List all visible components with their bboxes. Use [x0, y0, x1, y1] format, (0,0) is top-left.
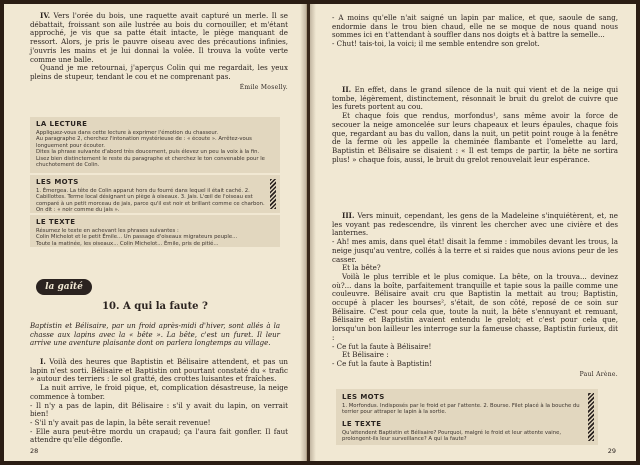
section-4-paragraph-1: Vers l'orée du bois, une raquette avait capturé un merle. Il se débattait, froissant son aile lustrée au bois du cornouiller, et m'étant approché, je vis que sa patte était intacte, le piège manquant de ressort. Alors, je pris le pauvre oiseau avec des précautions infinies, j'ouvris les mains et je lui donnai la volée. Il trouva la voûte verte comme une balle. — [30, 11, 288, 64]
section-4-text — [30, 12, 288, 92]
section-3-paragraph-1: Vers minuit, cependant, les gens de la Madeleine s'inquiétèrent, et, ne les voyant pas redescendre, ils vinrent les chercher avec une civière et des lanternes. — [332, 211, 619, 238]
section-badge-label: la gaîté — [45, 282, 83, 292]
section-badge — [36, 279, 92, 295]
section-1-paragraph-4: - S'il n'y avait pas de lapin, la bête serait revenue! — [30, 417, 211, 427]
left-page — [4, 4, 307, 461]
right-page — [310, 4, 636, 461]
section-1-paragraph-3: - Il n'y a pas de lapin, dit Bélisaire : s'il y avait du lapin, on verrait bien! — [30, 400, 288, 419]
texte-line-3: Toute la matinée, les oiseaux... Colin Michelot... Émile, pris de pitié... — [36, 240, 219, 247]
section-3-number: III. — [342, 211, 355, 220]
mots-line-1: 1. Émergea. La tête de Colin apparut hors du fourré dans lequel il était caché. 2. Cabillottes. Terme local désignant un piège à oiseaux. 3. Jais. L'œil de l'oiseau est comparé à un petit morceau de jais, parce qu'il est noir et brillant comme ce charbon. On dit : « noir comme du jais ». — [36, 188, 265, 214]
section-3-paragraph-4: Voilà le plus terrible et le plus comique. La bête, on la trouva... devinez où?... dans la boîte, parfaitement tranquille et tapie sous la paille comme une couleuvre. Bélisaire avait cru que Baptistin la mettait au trou; Baptistin, occupé à placer les bourses², s'était, de son côté, reposé de ce soin sur Bélisaire. C'est pour cela que, toute la nuit, la bête s'ennuyant et remuant, Bélisaire et Baptistin avaient entendu le grelot; et c'est pour cela que, lorsqu'un bon lailleur les interroge sur la fameuse chasse, Baptistin furieux, dit : — [332, 271, 618, 342]
section-4-paragraph-2: Quand je me retournai, j'aperçus Colin qui me regardait, les yeux pleins de stupeur, tendant le cou et ne comprenant pas. — [30, 63, 288, 81]
right-top-paragraph-2: - Chut! tais-toi, la voici; il me semble entendre son grelot. — [332, 39, 540, 49]
section-2-text — [332, 86, 618, 164]
section-2-paragraph-1: En effet, dans le grand silence de la nuit qui vient et de la neige qui tombe, légèrement, distinctement, résonnait le bruit du grelot de cuivre que les furets portent au cou. — [332, 85, 618, 112]
section-1-paragraph-5: - Elle aura peut-être mordu un crapaud; ça l'aura fait gonfler. Il faut attendre qu'elle dégonfle. — [30, 426, 288, 445]
section-1-text — [30, 358, 288, 445]
chapter-intro: Baptistin et Bélisaire, par un froid après-midi d'hiver, sont allés à la chasse aux lapins avec la « bête ». La bête, c'est un furet. Il leur arrive une aventure plaisante dont on parlera longtemps au village. — [30, 322, 280, 347]
section-2-number: II. — [342, 85, 352, 94]
texte-box-title: LE TEXTE — [36, 218, 76, 226]
section-3-paragraph-7: - Ce fut la faute à Baptistin! — [332, 358, 433, 368]
section-1-number: I. — [40, 357, 46, 366]
section-1-paragraph-1: Voilà des heures que Baptistin et Bélisaire attendent, et pas un lapin n'est sorti. Bélisaire et Baptistin ont pourtant constaté du « trafic » autour des terriers : le sol gratté, des crottes luisantes et fraîches. — [30, 357, 288, 384]
mots-box — [30, 175, 280, 213]
lecture-line-3: Dites la phrase suivante d'abord très doucement, puis élevez un peu la voix à la fin. Lisez bien distinctement le reste du paragraphe et cherchez le ton convenable pour le chuchotement de Colin. — [36, 149, 265, 169]
right-texte-line-1: Qu'attendent Baptistin et Bélisaire? Pourquoi, malgré le froid et leur attente vaine, prolongent-ils leur surveillance? A qui la faute? — [342, 429, 562, 443]
page-number-left: 28 — [30, 447, 39, 455]
right-bottom-box — [336, 389, 598, 445]
decorative-stripes — [270, 179, 276, 209]
author-signature: Émile Moselly. — [239, 83, 288, 91]
chapter-title: 10. A qui la faute ? — [102, 301, 208, 312]
texte-line-2: Colin Michelot et le petit Émile... Un passage d'oiseaux migrateurs peuple... — [36, 234, 238, 241]
section-3-text — [332, 212, 618, 379]
right-mots-line-1: 1. Morfondus. Indisposés par le froid et par l'attente. 2. Bourse. Filet placé à la bouche du terrier pour attraper le lapin à la sortie. — [342, 403, 580, 416]
right-mots-section — [342, 393, 582, 443]
author-signature-right: Paul Arène. — [579, 370, 618, 378]
texte-box — [30, 215, 280, 247]
mots-box-body — [36, 188, 266, 214]
section-3-paragraph-6: Et Bélisaire : — [342, 350, 389, 360]
texte-box-body — [36, 228, 266, 247]
lecture-box-title: LA LECTURE — [36, 120, 88, 128]
section-1-paragraph-2: La nuit arrive, le froid pique, et, complication désastreuse, la neige commence à tomber. — [30, 383, 288, 401]
right-mots-title: LES MOTS — [342, 393, 385, 401]
lecture-box-body — [36, 130, 266, 168]
lecture-line-2: Au paragraphe 2, cherchez l'intonation mystérieuse de : « écoute ». Arrêtez-vous longuement pour écouter. — [36, 136, 252, 149]
mots-box-title: LES MOTS — [36, 178, 79, 186]
texte-line-1: Résumez le texte en achevant les phrases suivantes : — [36, 228, 179, 234]
section-4-number: IV. — [40, 11, 51, 20]
right-top-paragraph-1: - A moins qu'elle n'ait saigné un lapin par malice, et que, saoule de sang, endormie dans le trou bien chaud, elle ne se moque de nous quand nous sommes ici en t'attendant à souffler dans nos doigts et à battre la semelle... — [332, 13, 618, 40]
lecture-box — [30, 117, 280, 173]
right-top-text — [332, 14, 618, 49]
right-texte-title: LE TEXTE — [342, 419, 382, 428]
section-3-paragraph-2: - Ah! mes amis, dans quel état! disait la femme : immobiles devant les trous, la neige jusqu'au ventre, collés à la terre et si raides que nous avions peur de les casser. — [332, 237, 618, 264]
decorative-stripes-right — [588, 393, 594, 441]
section-3-paragraph-3: Et la bête? — [342, 263, 381, 273]
page-number-right: 29 — [607, 447, 616, 455]
lecture-line-1: Appliquez-vous dans cette lecture à exprimer l'émotion du chasseur. — [36, 130, 219, 136]
section-2-paragraph-2: Et chaque fois que rendus, morfondus¹, sans même avoir la force de secouer la neige amoncelée sur leurs chapeaux et leurs épaules, chaque fois que, regardant au bas du vallon, dans la nuit, un petit point rouge à la fenêtre de la ferme où les appelle la cheminée flambante et l'omelette au lard, Baptistin et Bélisaire se disaient : « Il est temps de partir, la bête ne sortira plus! » chaque fois, aussi, le bruit du grelot renouvelait leur espérance. — [332, 111, 618, 164]
section-3-paragraph-5: - Ce fut la faute à Bélisaire! — [332, 341, 432, 351]
